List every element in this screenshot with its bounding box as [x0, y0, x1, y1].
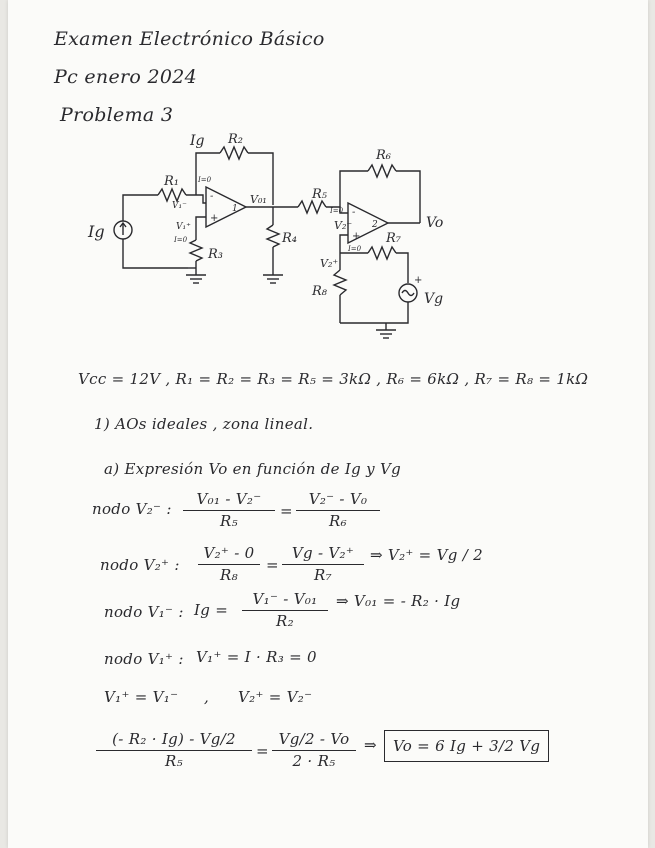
part-1-heading: 1) AOs ideales , zona lineal.: [94, 415, 314, 433]
r4-label: R₄: [282, 231, 297, 246]
r1-label: R₁: [164, 174, 179, 189]
final-den1: R₅: [165, 752, 183, 770]
opamp-1-plus: +: [210, 213, 219, 224]
final-fraction-right: [272, 730, 356, 770]
v1-minus-label: V₁⁻: [172, 201, 187, 211]
circuit-diagram: [68, 125, 548, 365]
eq2-fraction-left: [198, 544, 260, 584]
r2-label: R₂: [228, 132, 243, 147]
eq1-label: nodo V₂⁻ :: [92, 500, 172, 518]
final-result-box: Vo = 6 Ig + 3/2 Vg: [384, 730, 549, 762]
eq5-separator: ,: [204, 688, 210, 706]
final-num1: (- R₂ · Ig) - Vg/2: [112, 730, 236, 748]
eq1-equals: =: [280, 502, 293, 520]
eq2-num1: V₂⁺ - 0: [203, 544, 255, 562]
r3-label: R₃: [208, 247, 223, 262]
eq5-expr1: V₁⁺ = V₁⁻: [104, 688, 179, 706]
i-zero-r5-label: I=0: [330, 207, 344, 215]
eq2-den2: R₇: [314, 566, 332, 584]
vg-label: Vg: [424, 291, 444, 307]
opamp-1-number: 1: [232, 204, 238, 214]
ig-top-label: Ig: [190, 133, 205, 149]
v2-minus-label: V₂⁻: [334, 219, 353, 232]
eq4-label: nodo V₁⁺ :: [104, 650, 184, 668]
problem-heading: Problema 3: [60, 104, 174, 126]
eq2-result: ⇒ V₂⁺ = Vg / 2: [370, 546, 483, 564]
exam-sheet: [8, 0, 648, 848]
v2-plus-label: V₂⁺: [320, 257, 339, 270]
v01-label: V₀₁: [250, 193, 267, 206]
final-num2: Vg/2 - Vo: [278, 730, 350, 748]
eq3-fraction: [242, 590, 328, 630]
r8-label: R₈: [312, 284, 327, 299]
i-zero-top-label: I=0: [198, 176, 212, 184]
r5-label: R₅: [312, 187, 327, 202]
eq2-fraction-right: [282, 544, 364, 584]
opamp-1-minus: -: [210, 191, 214, 202]
eq1-den1: R₅: [220, 512, 238, 530]
r6-label: R₆: [376, 148, 391, 163]
eq2-den1: R₈: [220, 566, 238, 584]
v1-plus-label: V₁⁺: [176, 222, 191, 232]
final-arrow: ⇒: [364, 736, 377, 754]
final-fraction-left: [96, 730, 252, 770]
exam-subtitle: Pc enero 2024: [54, 66, 198, 88]
opamp-2-number: 2: [372, 220, 378, 230]
eq2-num2: Vg - V₂⁺: [291, 544, 355, 562]
eq1-num2: V₂⁻ - V₀: [308, 490, 368, 508]
givens-line: Vcc = 12V , R₁ = R₂ = R₃ = R₅ = 3kΩ , R₆ = 6kΩ , R₇ = R₈ = 1kΩ: [78, 370, 589, 388]
eq1-fraction-right: [296, 490, 380, 530]
eq3-label: nodo V₁⁻ :: [104, 603, 184, 621]
eq1-den2: R₆: [329, 512, 347, 530]
final-equals: =: [256, 742, 269, 760]
eq1-fraction-left: [183, 490, 275, 530]
vo-label: Vo: [426, 215, 444, 231]
part-a-heading: a) Expresión Vo en función de Ig y Vg: [104, 460, 401, 478]
eq2-equals: =: [266, 556, 279, 574]
opamp-2-minus: -: [352, 207, 356, 218]
r7-label: R₇: [386, 231, 401, 246]
ig-source-label: Ig: [88, 222, 105, 241]
eq1-num1: V₀₁ - V₂⁻: [196, 490, 262, 508]
vg-plus: +: [414, 275, 423, 286]
i-zero-2-label: I=0: [348, 245, 362, 253]
i-zero-1-label: I=0: [174, 236, 188, 244]
eq2-label: nodo V₂⁺ :: [100, 556, 180, 574]
eq3-num: V₁⁻ - V₀₁: [252, 590, 318, 608]
exam-title: Examen Electrónico Básico: [54, 28, 325, 50]
eq4-expr: V₁⁺ = I · R₃ = 0: [196, 648, 317, 666]
eq3-lhs: Ig =: [194, 601, 229, 619]
eq3-den: R₂: [276, 612, 294, 630]
eq5-expr2: V₂⁺ = V₂⁻: [238, 688, 313, 706]
final-den2: 2 · R₅: [292, 752, 336, 770]
opamp-2-plus: +: [352, 231, 361, 242]
eq3-result: ⇒ V₀₁ = - R₂ · Ig: [336, 592, 461, 610]
